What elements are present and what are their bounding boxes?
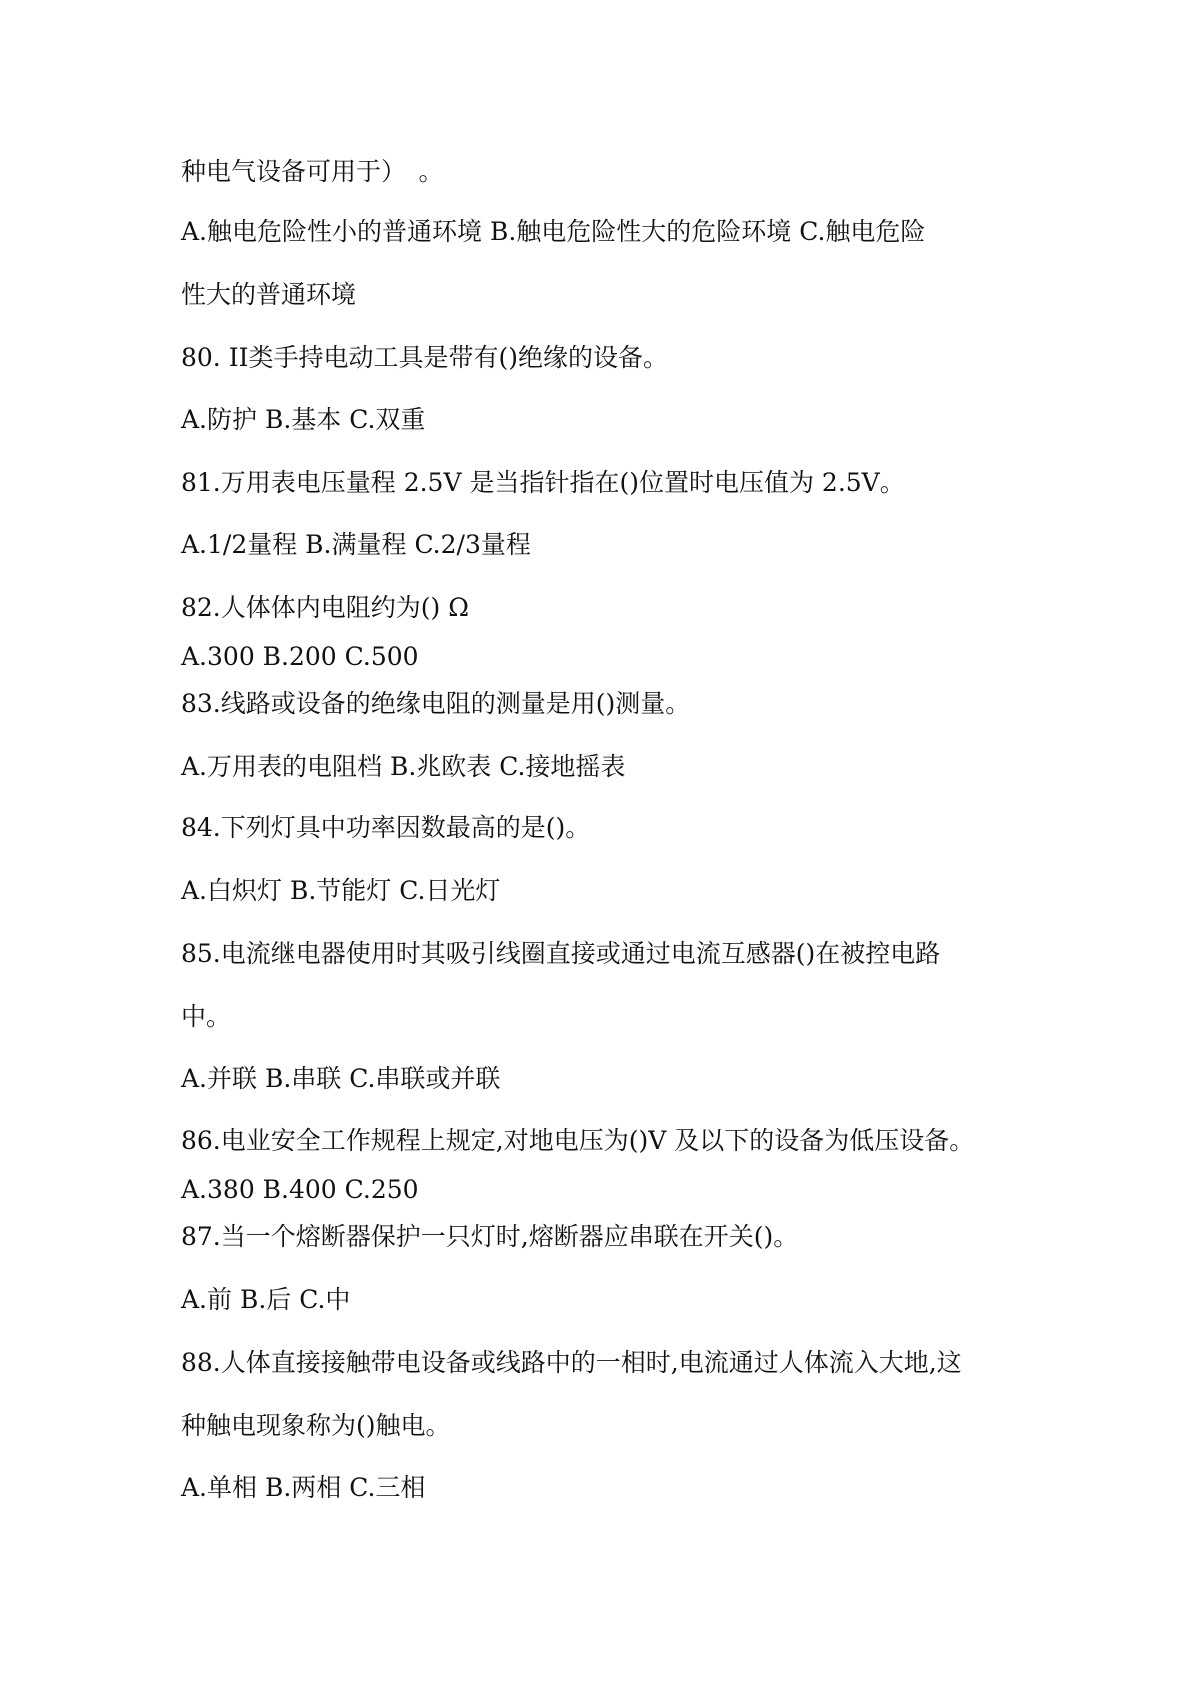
answer-options-84: A.白炽灯 B.节能灯 C.日光灯 [181, 876, 501, 905]
answer-options-85: A.并联 B.串联 C.串联或并联 [181, 1064, 501, 1093]
question-81: 81.万用表电压量程 2.5V 是当指针指在()位置时电压值为 2.5V。 [181, 468, 905, 497]
answer-options-83: A.万用表的电阻档 B.兆欧表 C.接地摇表 [181, 752, 626, 781]
question-88-cont: 种触电现象称为()触电。 [181, 1411, 451, 1440]
text-line-continuation: 种电气设备可用于） 。 [181, 157, 444, 186]
question-87: 87.当一个熔断器保护一只灯时,熔断器应串联在开关()。 [181, 1222, 799, 1251]
question-88: 88.人体直接接触带电设备或线路中的一相时,电流通过人体流入大地,这 [181, 1348, 962, 1377]
question-86: 86.电业安全工作规程上规定,对地电压为()V 及以下的设备为低压设备。 [181, 1126, 975, 1155]
question-80: 80. II类手持电动工具是带有()绝缘的设备。 [181, 343, 668, 372]
answer-options-88: A.单相 B.两相 C.三相 [181, 1473, 426, 1502]
answer-options-81: A.1/2量程 B.满量程 C.2/3量程 [181, 530, 531, 559]
question-85: 85.电流继电器使用时其吸引线圈直接或通过电流互感器()在被控电路 [181, 939, 941, 968]
answer-options-86: A.380 B.400 C.250 [181, 1175, 419, 1204]
question-84: 84.下列灯具中功率因数最高的是()。 [181, 813, 591, 842]
answer-options-87: A.前 B.后 C.中 [181, 1285, 351, 1314]
question-83: 83.线路或设备的绝缘电阻的测量是用()测量。 [181, 689, 691, 718]
answer-options-82: A.300 B.200 C.500 [181, 642, 419, 671]
answer-options-79-cont: 性大的普通环境 [181, 280, 357, 309]
answer-options-79: A.触电危险性小的普通环境 B.触电危险性大的危险环境 C.触电危险 [181, 217, 926, 246]
question-82: 82.人体体内电阻约为() Ω [181, 593, 469, 622]
answer-options-80: A.防护 B.基本 C.双重 [181, 405, 426, 434]
question-85-cont: 中。 [181, 1002, 232, 1031]
